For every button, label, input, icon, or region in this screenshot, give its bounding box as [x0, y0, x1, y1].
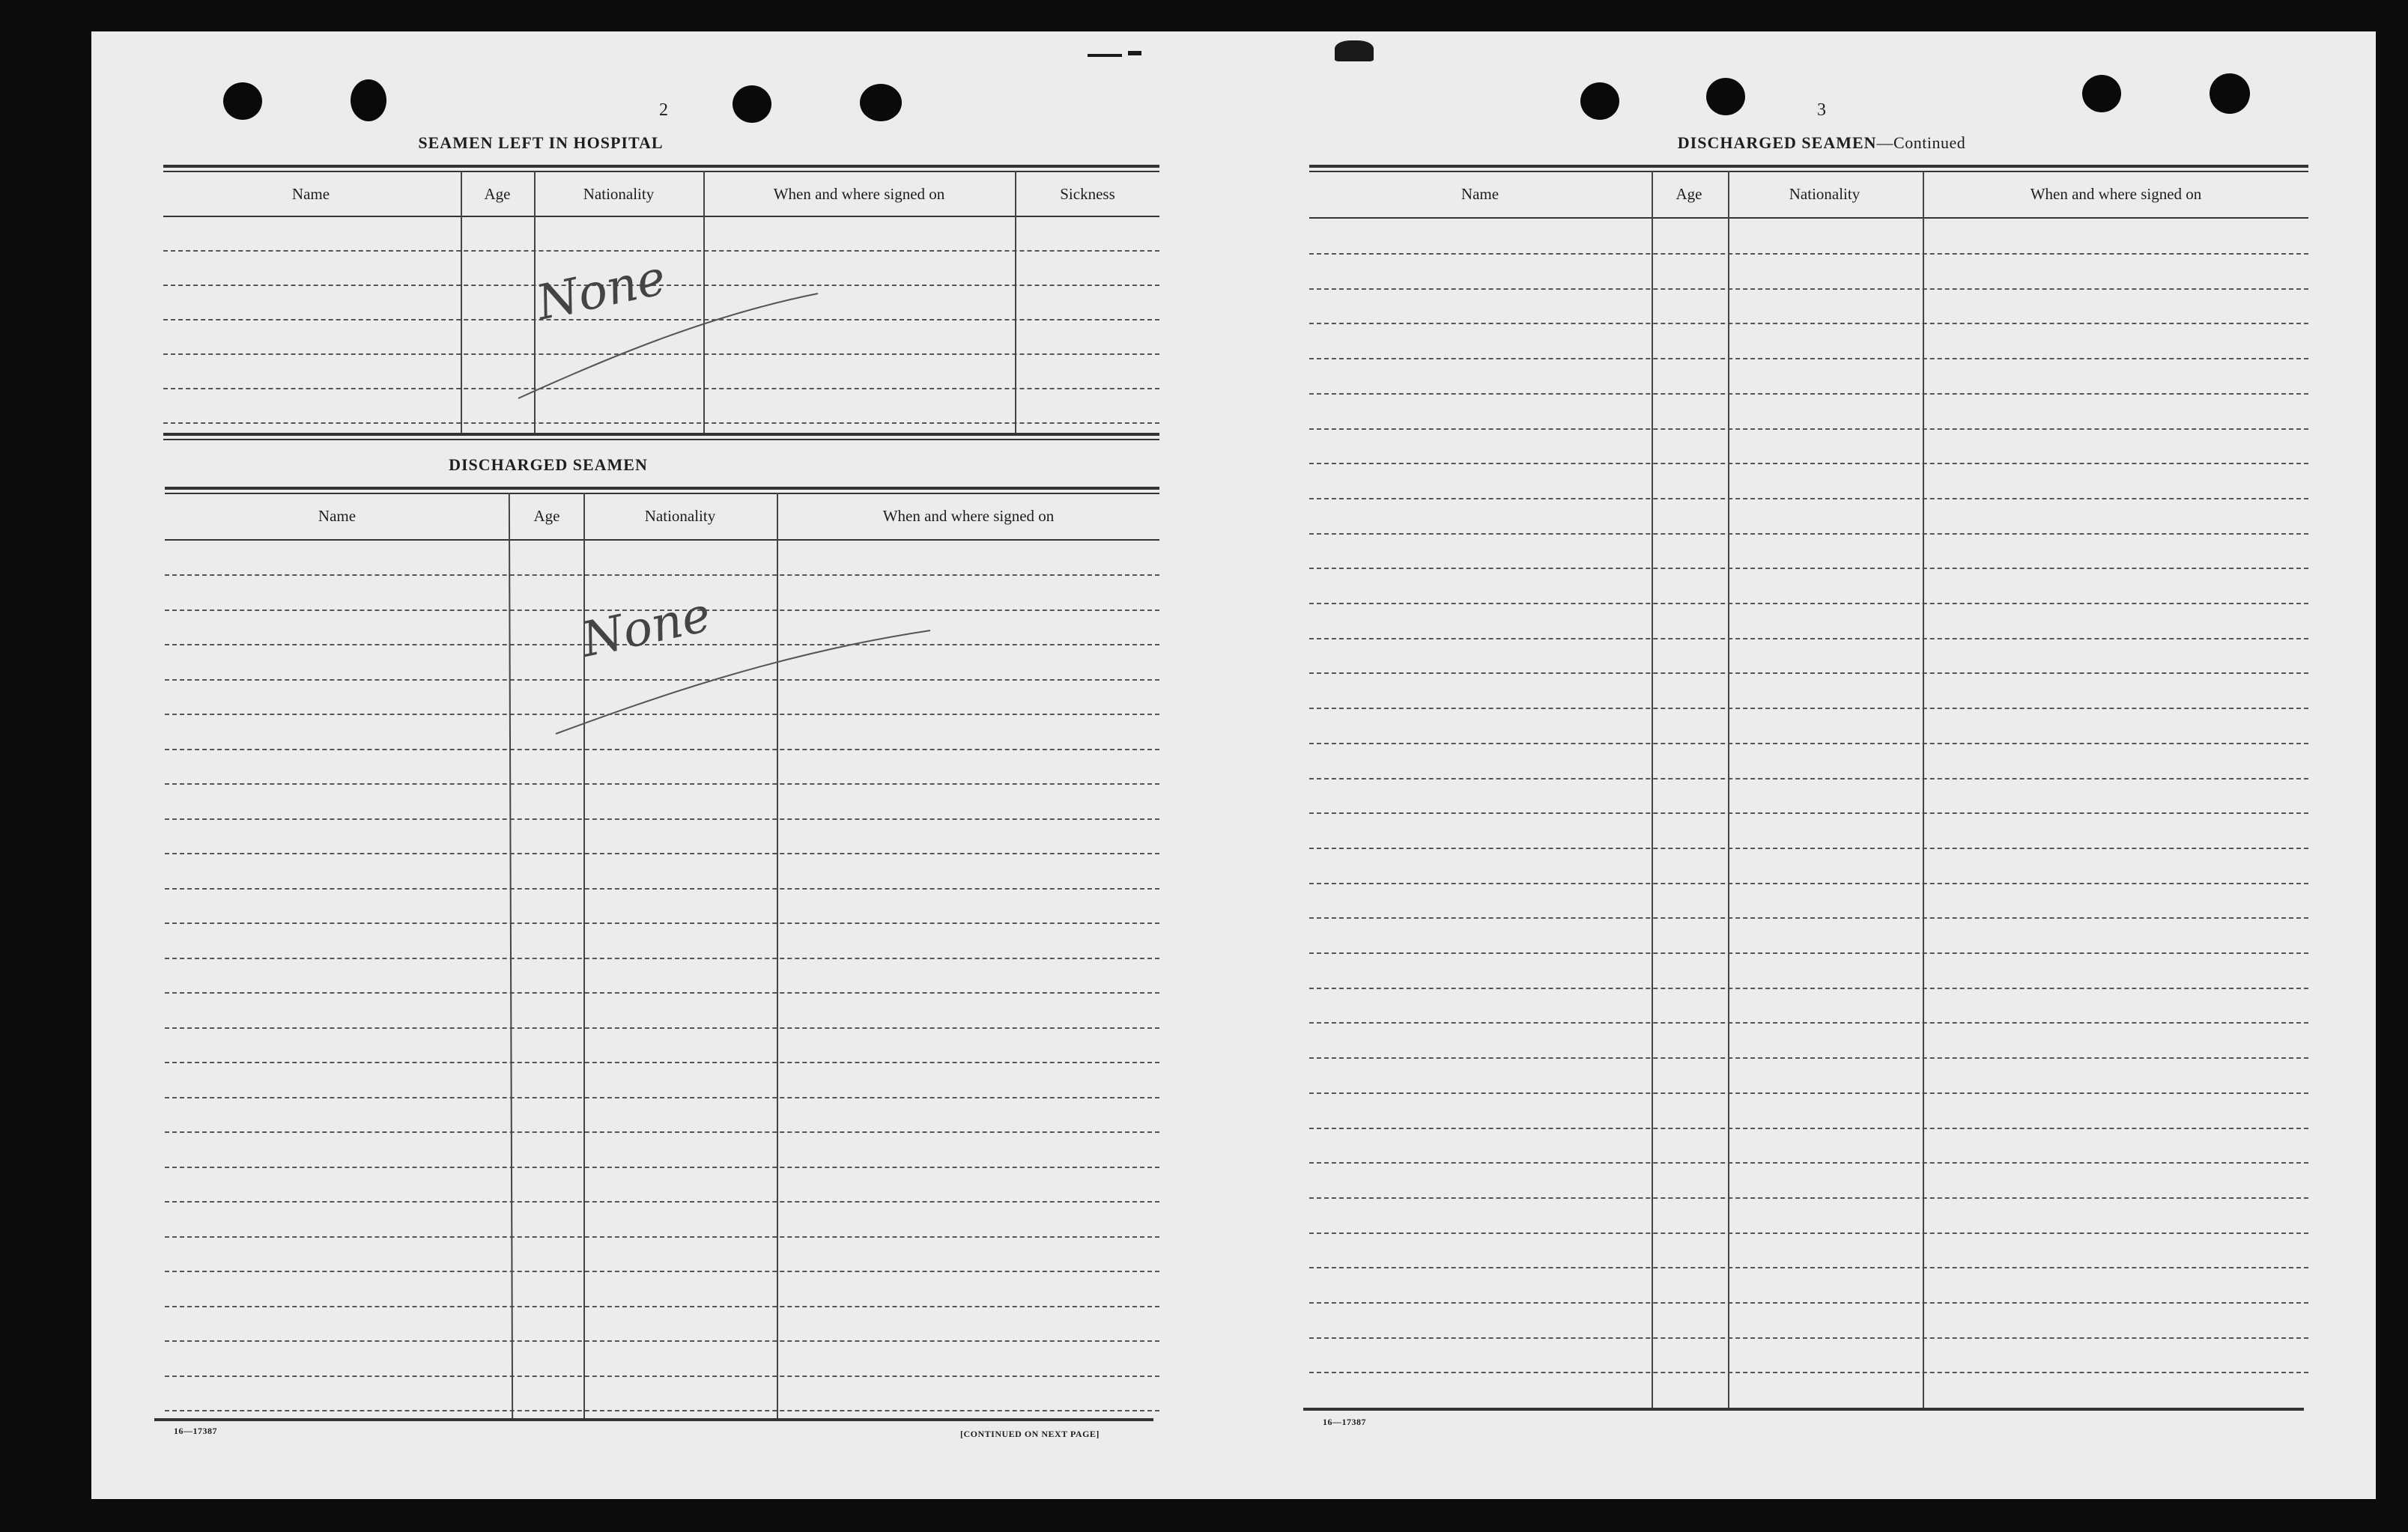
table-row-line — [1309, 638, 2308, 639]
table-row-line — [165, 1340, 1159, 1342]
table-row-line — [1309, 603, 2308, 604]
punch-hole — [223, 82, 262, 120]
table-row-line — [1309, 1092, 2308, 1094]
table-row-line — [1309, 498, 2308, 499]
continued-note: [CONTINUED ON NEXT PAGE] — [960, 1429, 1100, 1439]
ink-smudge — [1335, 40, 1374, 61]
ink-smudge — [1088, 54, 1122, 57]
table-row-line — [1309, 1372, 2308, 1373]
discharged-bottom-rule — [154, 1418, 1153, 1421]
table-row-line — [165, 1131, 1159, 1133]
table-row-line — [1309, 323, 2308, 324]
table-row-line — [1309, 253, 2308, 255]
table-row-line — [165, 1167, 1159, 1168]
right-top-rule-2 — [1309, 171, 2308, 172]
punch-hole — [2210, 73, 2250, 114]
table-row-line — [165, 783, 1159, 785]
punch-hole — [1706, 78, 1745, 115]
table-row-line — [165, 922, 1159, 924]
table-row-line — [165, 853, 1159, 854]
table-row-line — [165, 1201, 1159, 1203]
hospital-col-nationality: Nationality — [583, 185, 655, 203]
handwritten-entry-discharged — [533, 571, 938, 743]
table-row-line — [1309, 428, 2308, 430]
table-row-line — [1309, 743, 2308, 744]
page-number-left: 2 — [659, 100, 668, 120]
discharged-col-nationality: Nationality — [644, 507, 716, 525]
discharged-section-title: DISCHARGED SEAMEN — [449, 455, 648, 474]
table-row-line — [163, 422, 1159, 424]
table-row-line — [1309, 1232, 2308, 1234]
discharged-top-rule-2 — [165, 493, 1159, 494]
hospital-top-rule-2 — [163, 171, 1159, 172]
table-row-line — [165, 749, 1159, 750]
table-row-line — [165, 888, 1159, 890]
table-row-line — [165, 1376, 1159, 1377]
table-row-line — [1309, 463, 2308, 464]
hospital-col-signed-on: When and where signed on — [773, 185, 945, 203]
punch-hole — [860, 84, 902, 121]
discharged-col-name: Name — [318, 507, 357, 525]
table-row-line — [165, 1062, 1159, 1063]
table-row-line — [165, 1410, 1159, 1411]
hospital-header-rule — [163, 216, 1159, 217]
page-number-right: 3 — [1817, 100, 1826, 120]
form-number-left: 16—17387 — [174, 1426, 217, 1436]
hospital-entry-text: None — [531, 250, 671, 332]
table-row-line — [1309, 778, 2308, 779]
table-row-line — [1309, 917, 2308, 919]
discharged-continued-title-suffix: —Continued — [1876, 133, 1966, 152]
table-row-line — [165, 958, 1159, 959]
hospital-bottom-rule-2 — [163, 439, 1159, 440]
punch-hole — [351, 79, 386, 121]
table-row-line — [165, 1271, 1159, 1272]
punch-hole — [2082, 75, 2121, 112]
right-col-divider — [1728, 171, 1729, 1408]
hospital-col-name: Name — [291, 185, 330, 203]
table-row-line — [1309, 812, 2308, 814]
table-row-line — [1309, 1337, 2308, 1339]
table-row-line — [1309, 533, 2308, 535]
hospital-bottom-rule — [163, 433, 1159, 436]
table-row-line — [1309, 288, 2308, 290]
handwritten-entry-hospital — [511, 241, 825, 406]
discharged-col-divider — [509, 493, 513, 1418]
table-row-line — [1309, 358, 2308, 359]
form-number-right: 16—17387 — [1323, 1417, 1366, 1427]
hospital-top-rule — [163, 165, 1159, 168]
table-row-line — [1309, 883, 2308, 884]
discharged-entry-text: None — [576, 587, 716, 669]
right-col-nationality: Nationality — [1789, 185, 1860, 203]
document-sheet — [91, 31, 2376, 1499]
table-row-line — [165, 1306, 1159, 1307]
hospital-col-age: Age — [484, 185, 511, 203]
table-row-line — [165, 1097, 1159, 1098]
hospital-section-title: SEAMEN LEFT IN HOSPITAL — [418, 133, 664, 152]
table-row-line — [165, 818, 1159, 820]
table-row-line — [1309, 952, 2308, 954]
right-col-divider — [1923, 171, 1924, 1408]
discharged-continued-title-main: DISCHARGED SEAMEN — [1677, 133, 1877, 152]
hospital-col-divider — [1015, 171, 1016, 433]
right-col-name: Name — [1461, 185, 1499, 203]
hospital-col-sickness: Sickness — [1060, 185, 1115, 203]
table-row-line — [1309, 848, 2308, 849]
table-row-line — [1309, 988, 2308, 989]
table-row-line — [165, 1236, 1159, 1238]
right-col-age: Age — [1675, 185, 1702, 203]
table-row-line — [1309, 1197, 2308, 1199]
right-col-signed-on: When and where signed on — [2030, 185, 2202, 203]
discharged-header-rule — [165, 539, 1159, 541]
discharged-top-rule — [165, 487, 1159, 490]
table-row-line — [1309, 393, 2308, 395]
right-col-divider — [1652, 171, 1653, 1408]
punch-hole — [733, 85, 771, 123]
ink-smudge — [1128, 51, 1141, 55]
table-row-line — [1309, 1022, 2308, 1024]
right-header-rule — [1309, 217, 2308, 219]
table-row-line — [1309, 672, 2308, 674]
table-row-line — [165, 992, 1159, 994]
hospital-col-divider — [461, 171, 462, 433]
right-top-rule — [1309, 165, 2308, 168]
table-row-line — [1309, 568, 2308, 569]
table-row-line — [1309, 1162, 2308, 1164]
right-bottom-rule — [1303, 1408, 2304, 1411]
punch-hole — [1580, 82, 1619, 120]
discharged-col-signed-on: When and where signed on — [882, 507, 1055, 525]
discharged-col-age: Age — [533, 507, 560, 525]
table-row-line — [1309, 1057, 2308, 1059]
table-row-line — [1309, 1128, 2308, 1129]
discharged-continued-title — [1574, 133, 2069, 153]
table-row-line — [1309, 1267, 2308, 1268]
table-row-line — [1309, 1302, 2308, 1304]
table-row-line — [1309, 708, 2308, 709]
table-row-line — [165, 1027, 1159, 1029]
